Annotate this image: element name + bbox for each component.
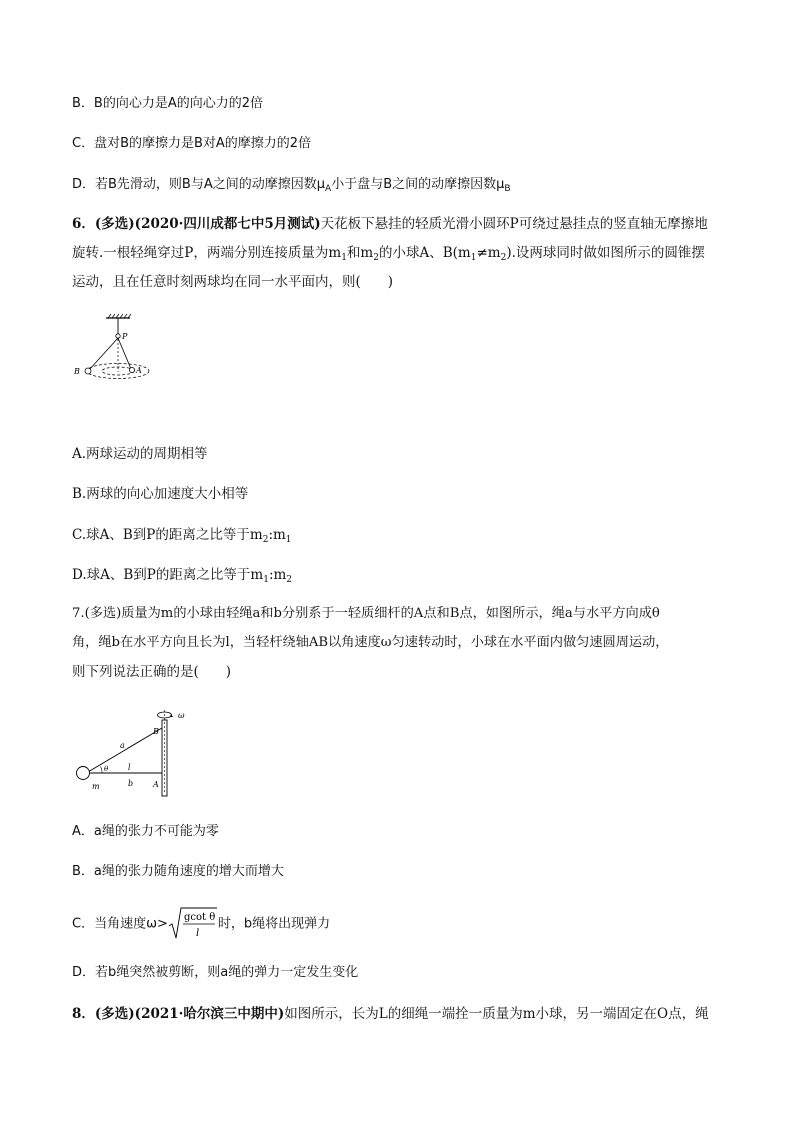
q7-option-d: D．若b绳突然被剪断，则a绳的弹力一定发生变化 [72, 965, 359, 980]
q6-label-a: A [136, 366, 142, 375]
q5-option-c: C．盘对B的摩擦力是B对A的摩擦力的2倍 [72, 136, 312, 151]
q6-label-p: P [122, 332, 128, 341]
q6-stem-line3: 运动，且在任意时刻两球均在同一水平面内，则( ) [72, 274, 394, 290]
q6-option-a: A.两球运动的周期相等 [72, 446, 208, 462]
q6-option-d: D.球A、B到P的距离之比等于$m_1:m_2$ [72, 567, 293, 585]
q7-label-m: m [92, 782, 100, 791]
q7-label-theta: θ [104, 765, 109, 773]
q6-option-b: B.两球的向心加速度大小相等 [72, 486, 249, 502]
sqrt-numerator: gcot θ [183, 912, 216, 923]
q8-tag: (多选)(2021·哈尔滨三中期中) [94, 1006, 285, 1022]
q7-label-rope-a: a [120, 741, 125, 750]
q7-option-b: B．a绳的张力随角速度的增大而增大 [72, 864, 284, 879]
q6-option-c: C.球A、B到P的距离之比等于$m_2:m_1$ [72, 527, 292, 545]
sqrt-denominator: l [195, 928, 200, 939]
sqrt-fraction [168, 906, 218, 942]
q6-label-b: B [74, 367, 80, 376]
q7-label-omega: ω [178, 711, 185, 720]
q7-stem-line1: 7.(多选)质量为m的小球由轻绳a和b分别系于一轻质细杆的A点和B点，如图所示，绳a与水平方向成θ [72, 606, 660, 621]
q5-option-d: D．若B先滑动，则B与A之间的动摩擦因数$\mu_A$小于盘与B之间的动摩擦因数$\mu_B$ [72, 177, 511, 194]
q8-stem-line1: 8．(多选)(2021·哈尔滨三中期中)如图所示，长为L的细绳一端拴一质量为m小球，另一端固定在O点，绳 [72, 1006, 709, 1022]
q7-option-a: A．a绳的张力不可能为零 [72, 824, 219, 839]
q7-label-l: l [128, 763, 131, 772]
q6-stem-line2: 旋转.一根轻绳穿过P，两端分别连接质量为$m_1$和$m_2$的小球A、$B(m_1\ne m_2)$.设两球同时做如图所示的圆锥摆 [72, 245, 705, 263]
q5-option-b: B．B的向心力是A的向心力的2倍 [72, 96, 264, 111]
q6-number: 6． [72, 216, 95, 232]
q7-label-a-point: A [153, 780, 159, 789]
q7-stem-line3: 则下列说法正确的是( ) [72, 664, 232, 680]
q6-conical-pendulum-figure [68, 312, 178, 392]
q7-stem-line2: 角，绳b在水平方向且长为l，当轻杆绕轴AB以角速度ω匀速转动时，小球在水平面内做匀速圆周运动， [72, 635, 669, 650]
q7-rotating-rod-figure [68, 706, 198, 800]
q6-stem-line1: 6．(多选)(2020·四川成都七中5月测试)天花板下悬挂的轻质光滑小圆环P可绕过悬挂点的竖直轴无摩擦地 [72, 216, 708, 232]
q6-tag: (多选)(2020·四川成都七中5月测试) [94, 216, 321, 232]
q7-option-c: C．当角速度ω> gcot θ l 时，b绳将出现弹力 [72, 906, 330, 942]
q7-label-rope-b: b [128, 779, 134, 788]
q7-label-b-point: B [153, 727, 159, 736]
q8-number: 8． [72, 1006, 95, 1022]
